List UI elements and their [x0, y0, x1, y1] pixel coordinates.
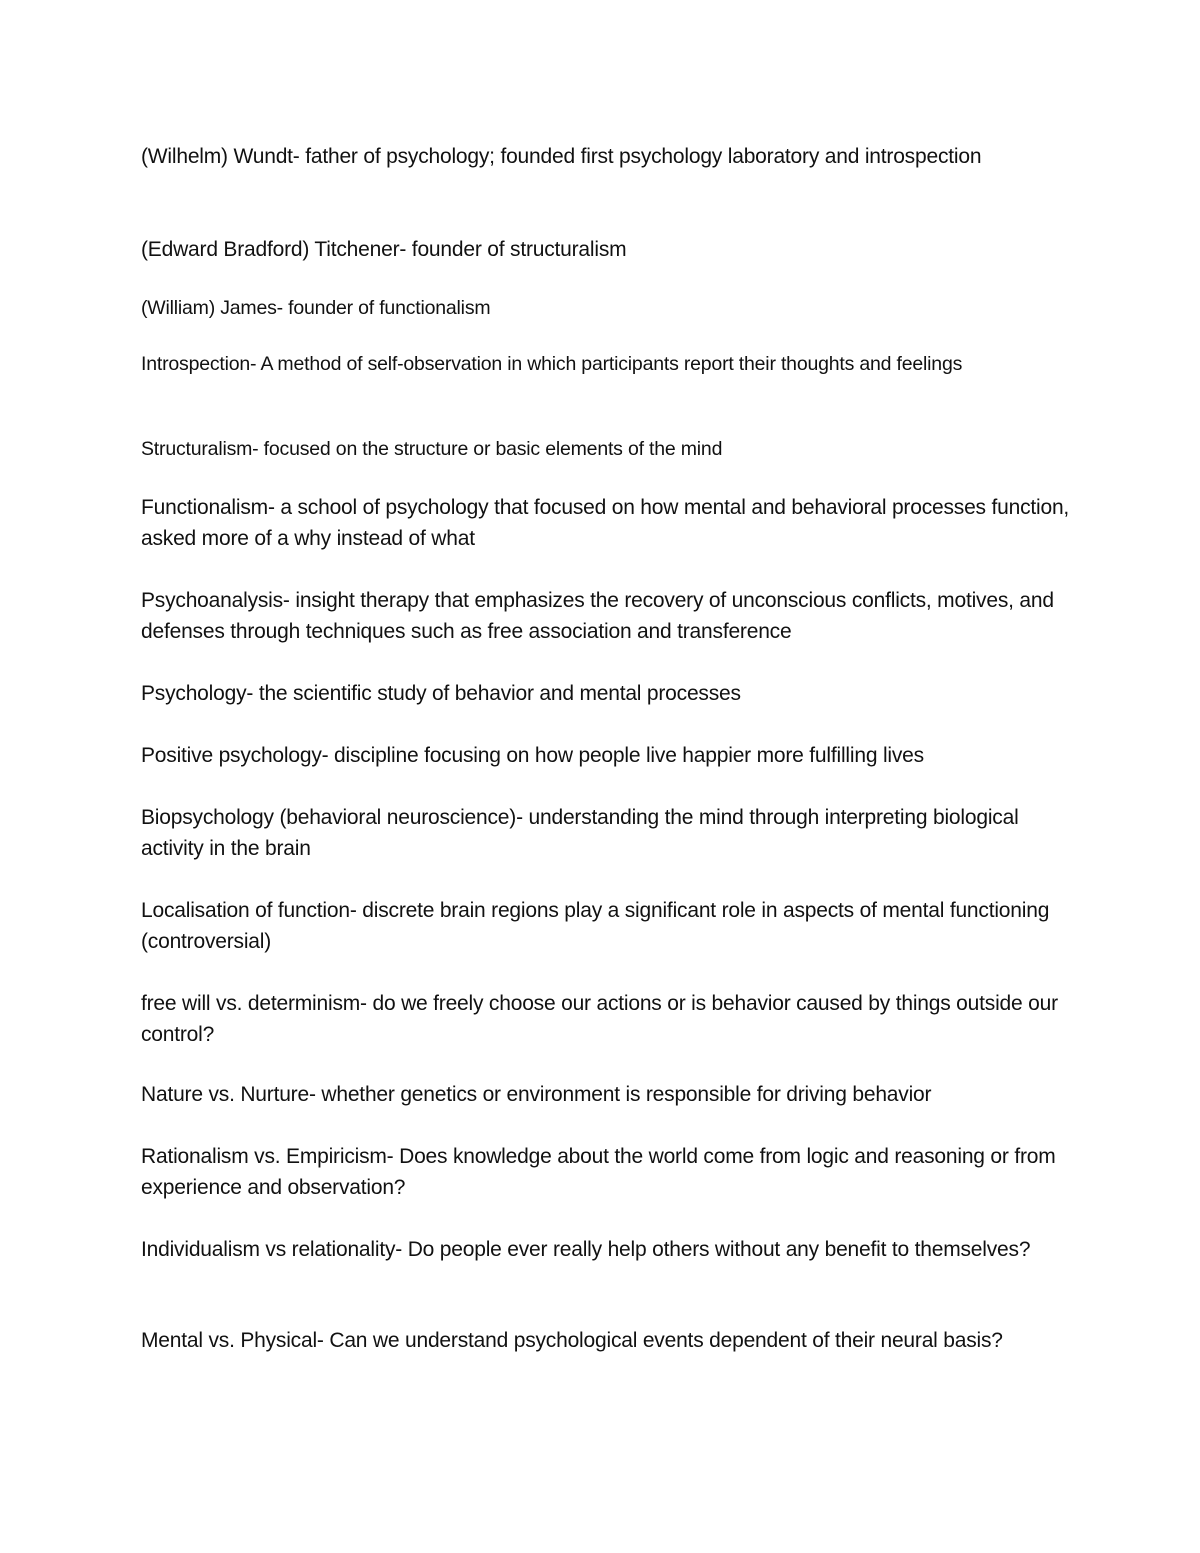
- entry-nature-vs-nurture: Nature vs. Nurture- whether genetics or environment is responsible for driving behavior: [141, 1083, 932, 1106]
- entry-wundt: (Wilhelm) Wundt- father of psychology; founded first psychology laboratory and introspection: [141, 145, 982, 168]
- entry-rationalism-vs-empiricism: Rationalism vs. Empiricism- Does knowledge about the world come from logic and reasoning or from experience and observation?: [141, 1145, 1056, 1199]
- entry-individualism-vs-relationality: Individualism vs relationality- Do people ever really help others without any benefit to themselves?: [141, 1238, 1031, 1261]
- entry-psychology: Psychology- the scientific study of behavior and mental processes: [141, 682, 741, 705]
- entry-introspection: Introspection- A method of self-observation in which participants report their thoughts and feelings: [141, 353, 963, 375]
- entry-biopsychology: Biopsychology (behavioral neuroscience)- understanding the mind through interpreting biological activity in the brain: [141, 806, 1019, 860]
- entry-psychoanalysis: Psychoanalysis- insight therapy that emphasizes the recovery of unconscious conflicts, motives, and defenses through techniques such as free association and transference: [141, 589, 1054, 643]
- entry-localisation-of-function: Localisation of function- discrete brain regions play a significant role in aspects of mental functioning (controversial): [141, 899, 1050, 953]
- entry-mental-vs-physical: Mental vs. Physical- Can we understand psychological events dependent of their neural basis?: [141, 1329, 1003, 1352]
- entry-james: (William) James- founder of functionalism: [141, 297, 491, 319]
- entry-titchener: (Edward Bradford) Titchener- founder of structuralism: [141, 238, 627, 261]
- entry-positive-psychology: Positive psychology- discipline focusing on how people live happier more fulfilling lives: [141, 744, 924, 767]
- entry-functionalism: Functionalism- a school of psychology that focused on how mental and behavioral processes function, asked more of a why instead of what: [141, 496, 1070, 550]
- entry-free-will-vs-determinism: free will vs. determinism- do we freely choose our actions or is behavior caused by things outside our control?: [141, 992, 1058, 1046]
- entry-structuralism: Structuralism- focused on the structure or basic elements of the mind: [141, 438, 723, 460]
